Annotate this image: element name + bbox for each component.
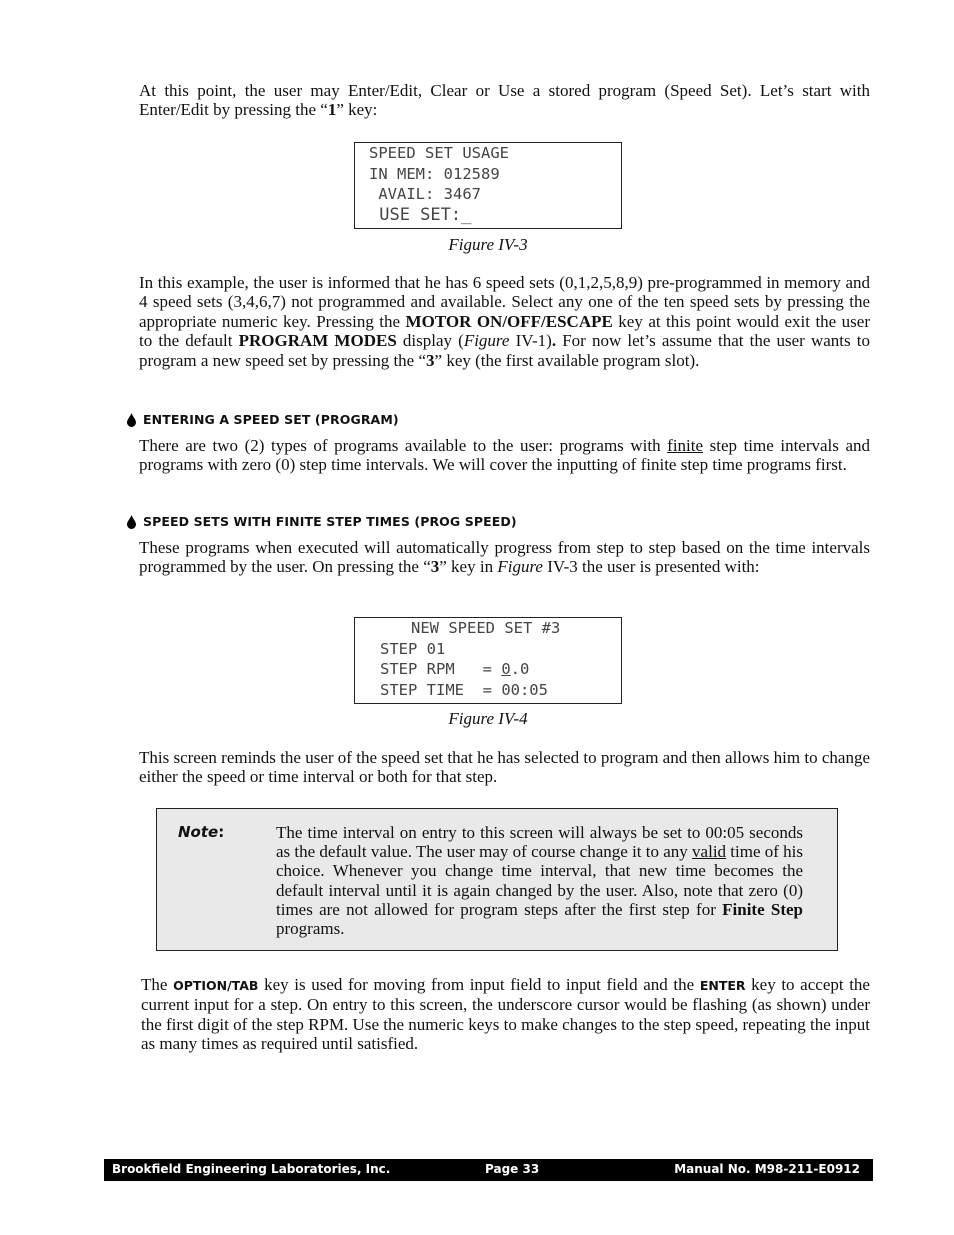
lcd-line: USE SET:_ — [369, 205, 472, 225]
lcd-line: STEP TIME = 00:05 — [380, 681, 548, 699]
option-tab-paragraph: The OPTION/TAB key is used for moving from input field to input field and the ENTER key to accept the current input for a step. On entry to this screen, the underscore cursor would be flashing (as shown) under the first digit of the step RPM. Use the numeric keys to make changes to the step speed, repeating the input as many times as required until satisfied. — [141, 975, 870, 1054]
note-label: Note: — [178, 823, 225, 841]
figure-caption: Figure IV-4 — [448, 709, 528, 728]
drop-bullet-icon — [126, 515, 137, 529]
program-types-paragraph: There are two (2) types of programs available to the user: programs with finite step time intervals and programs with zero (0) step time intervals. We will cover the inputting of finite step time programs first. — [139, 436, 870, 475]
lcd-line: STEP 01 — [380, 640, 446, 658]
lcd-cursor: 0 — [501, 660, 511, 678]
lcd-line: IN MEM: 012589 — [369, 165, 500, 183]
figure-caption: Figure IV-3 — [448, 235, 528, 254]
page-footer — [104, 1159, 873, 1181]
footer-manual-number: Manual No. M98-211-E0912 — [674, 1162, 860, 1176]
finite-step-paragraph: These programs when executed will automatically progress from step to step based on the time intervals programmed by the user. On pressing the “3” key in Figure IV-3 the user is presented with: — [139, 538, 870, 577]
lcd-line: NEW SPEED SET #3 — [411, 619, 561, 637]
speed-set-paragraph: In this example, the user is informed that he has 6 speed sets (0,1,2,5,8,9) pre-programmed in memory and 4 speed sets (3,4,6,7) not programmed and available. Select any one of the ten speed sets by pressing the appropriate numeric key. Pressing the MOTOR ON/OFF/ESCAPE key at this point would exit the user to the default PROGRAM MODES display (Figure IV-1). For now let’s assume that the user wants to program a new speed set by pressing the “3” key (the first available program slot). — [139, 273, 871, 370]
section-heading: ENTERING A SPEED SET (PROGRAM) — [126, 412, 399, 427]
footer-page-number: Page 33 — [485, 1162, 540, 1176]
note-box — [156, 808, 838, 951]
footer-company: Brookfield Engineering Laboratories, Inc. — [112, 1162, 391, 1176]
lcd-figure-iv-4 — [354, 617, 622, 704]
lcd-figure-iv-3 — [354, 142, 622, 229]
lcd-line: SPEED SET USAGE — [369, 144, 509, 162]
lcd-line: STEP RPM = 0.0 — [380, 660, 530, 678]
screen-reminder-paragraph: This screen reminds the user of the speed set that he has selected to program and then allows him to change either the speed or time interval or both for that step. — [139, 748, 870, 787]
note-text: The time interval on entry to this screen will always be set to 00:05 seconds as the default value. The user may of course change it to any valid time of his choice. Whenever you change time interval, that new time becomes the default interval until it is again changed by the user. Also, note that zero (0) times are not allowed for program steps after the first step for Finite Step programs. — [276, 823, 804, 939]
drop-bullet-icon — [126, 413, 137, 427]
intro-paragraph: At this point, the user may Enter/Edit, Clear or Use a stored program (Speed Set). Let’s start with Enter/Edit by pressing the “1” key: — [139, 81, 870, 120]
lcd-line: AVAIL: 3467 — [369, 185, 481, 203]
section-heading: SPEED SETS WITH FINITE STEP TIMES (PROG SPEED) — [126, 514, 517, 529]
